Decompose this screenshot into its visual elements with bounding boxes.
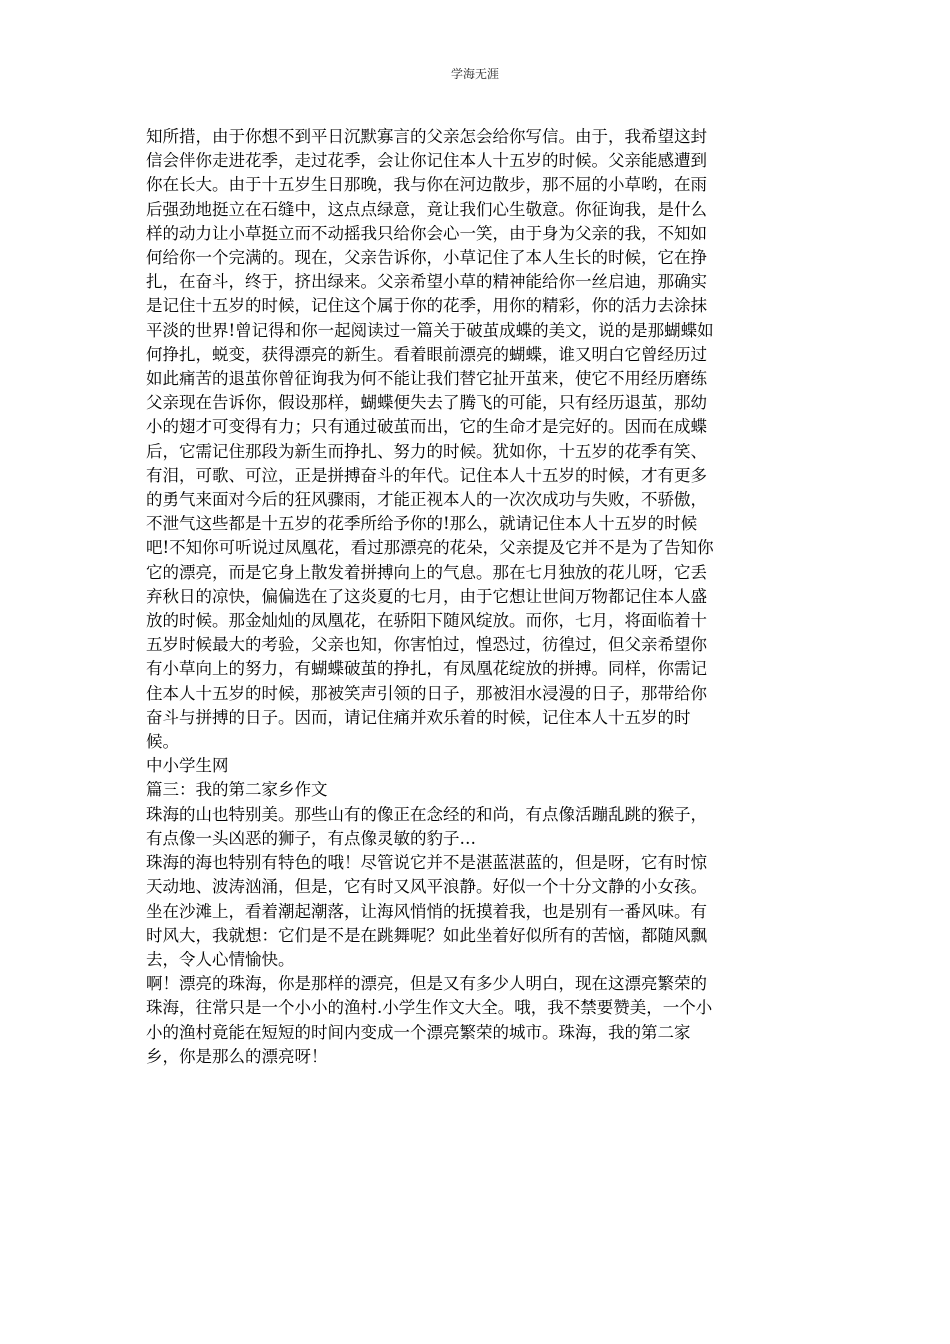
letter-paragraph: 知所措，由于你想不到平日沉默寡言的父亲怎会给你写信。由于，我希望这封 信会伴你走进花季，走过花季，会让你记住本人十五岁的时候。父亲能感遭到 你在长大。由于十五岁生日那晚，我与你在河边散步，那不屈的小草哟，在雨 后强劲地挺立在石缝中，这点点绿意，竟让我们心生敬意。你征询我，是什么 样的动力让小草挺立而不动摇我只给你会心一笑，由于身为父亲的我，不知如 何给你一个完满的。现在，父亲告诉你，小草记住了本人生长的时候，它在挣 扎，在奋斗，终于，挤出绿来。父亲希望小草的精神能给你一丝启迪，那确实 是记住十五岁的时候，记住这个属于你的花季，用你的精彩，你的活力去涂抹 平淡的世界!曾记得和你一起阅读过一篇关于破茧成蝶的美文，说的是那蝴蝶如 何挣扎，蜕变，获得漂亮的新生。看着眼前漂亮的蝴蝶，谁又明白它曾经历过 如此痛苦的退茧你曾征询我为何不能让我们替它扯开茧来，使它不用经历磨练 父亲现在告诉你，假设那样，蝴蝶便失去了腾飞的可能，只有经历退茧，那幼 小的翅才可变得有力；只有通过破茧而出，它的生命才是完好的。因而在成蝶 后，它需记住那段为新生而挣扎、努力的时候。犹如你，十五岁的花季有笑、 有泪，可歌、可泣，正是拼搏奋斗的年代。记住本人十五岁的时候，才有更多 的勇气来面对今后的狂风骤雨，才能正视本人的一次次成功与失败，不骄傲， 不泄气这些都是十五岁的花季所给予你的!那么，就请记住本人十五岁的时候 吧!不知你可听说过凤凰花，看过那漂亮的花朵，父亲提及它并不是为了告知你 它的漂亮，而是它身上散发着拼搏向上的气息。那在七月独放的花儿呀，它丢 弃秋日的凉快，偏偏选在了这炎夏的七月，由于它想让世间万物都记住本人盛 放的时候。那金灿灿的凤凰花，在骄阳下随风绽放。而你，七月，将面临着十 五岁时候最大的考验，父亲也知，你害怕过，惶恐过，彷徨过，但父亲希望你 有小草向上的努力，有蝴蝶破茧的挣扎，有凤凰花绽放的拼搏。同样，你需记 住本人十五岁的时候，那被笑声引领的日子，那被泪水浸漫的日子，那带给你 奋斗与拼搏的日子。因而，请记住痛并欢乐着的时候，记住本人十五岁的时 候。 [146, 127, 714, 752]
document-body [146, 125, 806, 1069]
essay-paragraph-conclusion: 啊！漂亮的珠海，你是那样的漂亮，但是又有多少人明白，现在这漂亮繁荣的 珠海，往常只是一个小小的渔村.小学生作文大全。哦，我不禁要赞美，一个小 小的渔村竟能在短短的时间内变成一个漂亮繁荣的城市。珠海，我的第二家 乡，你是那么的漂亮呀！ [146, 974, 713, 1066]
page-header: 学海无涯 [450, 67, 499, 81]
essay-title: 篇三：我的第二家乡作文 [146, 780, 328, 800]
essay-paragraph-sea: 珠海的海也特别有特色的哦！尽管说它并不是湛蓝湛蓝的，但是呀，它有时惊 天动地、波涛汹涌，但是，它有时又风平浪静。好似一个十分文静的小女孩。 坐在沙滩上，看着潮起潮落，让海风悄悄的抚摸着我，也是别有一番风味。有 时风大，我就想：它们是不是在跳舞呢？如此坐着好似所有的苦恼，都随风飘 去，令人心情愉快。 [146, 853, 707, 969]
source-line: 中小学生网 [146, 756, 229, 776]
essay-paragraph-mountains: 珠海的山也特别美。那些山有的像正在念经的和尚，有点像活蹦乱跳的猴子， 有点像一头凶恶的狮子，有点像灵敏的豹子… [146, 804, 707, 848]
